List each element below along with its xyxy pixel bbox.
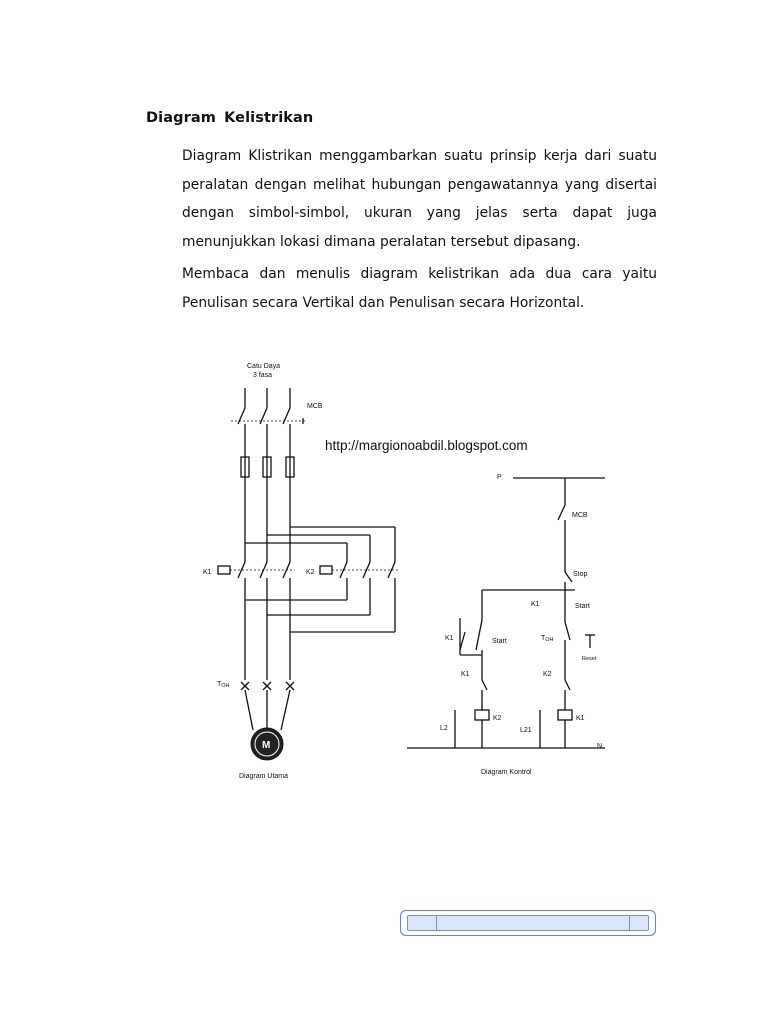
control-l2-label: L2 [440, 725, 448, 732]
control-toh-label [541, 635, 554, 643]
watermark-url: http://margionoabdil.blogspot.com [325, 438, 528, 453]
control-n-label: N [597, 743, 603, 750]
main-k1-label: K1 [203, 569, 212, 576]
supply-label-line1: Catu Daya [247, 363, 281, 370]
wiring-diagram-figure [195, 350, 625, 790]
control-k2-interlock-label: K2 [543, 671, 552, 678]
motor-label: M [262, 740, 271, 751]
main-mcb-label: MCB [307, 403, 323, 410]
control-toh-sub: OH [545, 637, 554, 643]
control-k1-left-label: K1 [445, 635, 454, 642]
control-p-label: P [497, 474, 502, 481]
main-toh-t: T [217, 681, 222, 688]
control-start-left-label: Start [492, 638, 507, 645]
control-toh-t: T [541, 635, 546, 642]
section-heading: Diagram Kelistrikan [146, 110, 314, 126]
control-k2-coil-label: K2 [493, 715, 502, 722]
control-start-right-label: Start [575, 603, 590, 610]
control-l21-label: L21 [520, 727, 532, 734]
footer-banner-middle [436, 916, 630, 930]
main-toh-label [217, 681, 230, 689]
control-k1-contact-label: K1 [531, 601, 540, 608]
main-k2-label: K2 [306, 569, 315, 576]
control-k1-coil-label: K1 [576, 715, 585, 722]
main-diagram-caption: Diagram Utama [239, 773, 289, 780]
control-reset-label: Reset [582, 656, 597, 662]
footer-banner-inner [407, 915, 649, 931]
control-diagram-caption: Diagram Kontrol [481, 769, 532, 776]
footer-banner [400, 910, 656, 936]
control-stop-label: Stop [573, 571, 588, 578]
supply-label-line2: 3 fasa [253, 372, 273, 379]
control-mcb-label: MCB [572, 512, 588, 519]
paragraph-definition: Diagram Klistrikan menggambarkan suatu prinsip kerja dari suatu peralatan dengan melihat hubungan pengawatannya yang disertai dengan simbol-simbol, ukuran yang jelas serta dapat juga menunjukkan lokasi dimana peralatan tersebut dipasang. [182, 148, 657, 250]
paragraph-methods: Membaca dan menulis diagram kelistrikan ada dua cara yaitu Penulisan secara Vertikal dan Penulisan secara Horizontal. [182, 266, 657, 311]
main-toh-sub: OH [221, 683, 230, 689]
control-k1-interlock-label: K1 [461, 671, 470, 678]
